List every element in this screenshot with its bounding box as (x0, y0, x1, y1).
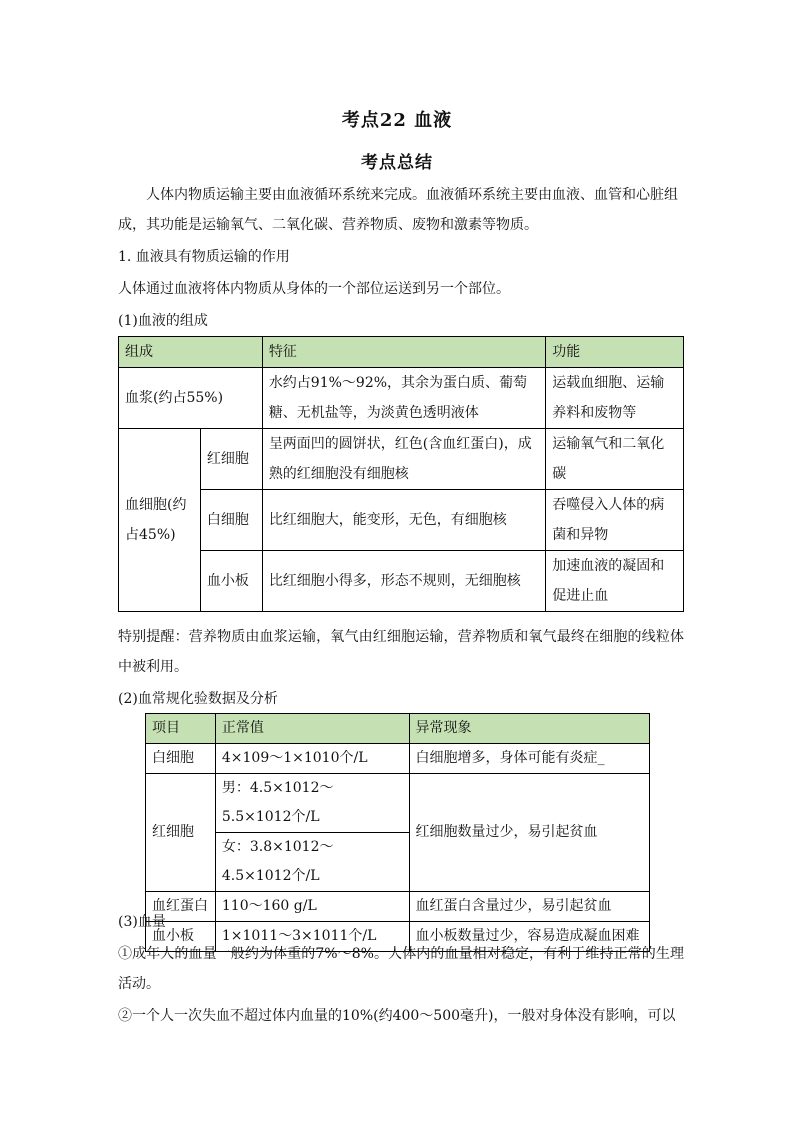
table-row (119, 490, 684, 551)
cell-name: 白细胞 (200, 490, 262, 551)
table-row (146, 774, 650, 833)
section1-heading: 1. 血液具有物质运输的作用 (118, 249, 290, 265)
table-header-row (146, 714, 650, 744)
normal-value: 4×109～1×1010个/L (215, 744, 409, 774)
section-heading: 考点总结 (361, 153, 433, 173)
blood-composition-table (118, 336, 684, 612)
abnormal-note: 白细胞增多，身体可能有炎症_ (409, 744, 649, 774)
table-row (119, 429, 684, 490)
abnormal-note: 血红蛋白含量过少，易引起贫血 (409, 892, 649, 922)
item-name: 血小板 (146, 922, 216, 952)
table-row (146, 744, 650, 774)
header-cell: 功能 (546, 337, 684, 368)
intro-paragraph: 人体内物质运输主要由血液循环系统来完成。血液循环系统主要由血液、血管和心脏组成，其功能是运输氧气、二氧化碳、营养物质、废物和激素等物质。 (118, 187, 678, 233)
blood-volume-1: ①成年人的血量一般约为体重的7%～8%。人体内的血量相对稳定，有利于维持正常的生理活动。 (118, 946, 684, 992)
header-cell: 组成 (119, 337, 263, 368)
normal-value: 1×1011～3×1011个/L (215, 922, 409, 952)
section1-text: 人体通过血液将体内物质从身体的一个部位运送到另一个部位。 (118, 281, 510, 297)
cell-name: 红细胞 (200, 429, 262, 490)
cell-function: 加速血液的凝固和促进止血 (546, 551, 684, 612)
cell-feature: 比红细胞小得多，形态不规则，无细胞核 (262, 551, 545, 612)
sub3-heading: (3)血量 (118, 914, 166, 930)
table-row (119, 551, 684, 612)
item-name: 白细胞 (146, 744, 216, 774)
normal-value: 女：3.8×1012～4.5×1012个/L (215, 833, 409, 892)
sub2-heading: (2)血常规化验数据及分析 (118, 691, 278, 707)
cells-label: 血细胞(约占45%) (119, 429, 201, 612)
page-title: 考点22 血液 (341, 110, 453, 131)
cell-feature: 比红细胞大，能变形，无色，有细胞核 (262, 490, 545, 551)
cell-function: 运输氧气和二氧化碳 (546, 429, 684, 490)
plasma-feature: 水约占91%～92%，其余为蛋白质、葡萄糖、无机盐等，为淡黄色透明液体 (262, 368, 545, 429)
abnormal-note: 红细胞数量过少，易引起贫血 (409, 774, 649, 892)
normal-value: 男：4.5×1012～5.5×1012个/L (215, 774, 409, 833)
normal-value: 110～160 g/L (215, 892, 409, 922)
plasma-name: 血浆(约占55%) (119, 368, 263, 429)
header-cell: 特征 (262, 337, 545, 368)
tip-paragraph: 特别提醒：营养物质由血浆运输，氧气由红细胞运输，营养物质和氧气最终在细胞的线粒体中被利用。 (118, 629, 684, 675)
blood-volume-2: ②一个人一次失血不超过体内血量的10%(约400～500毫升)，一般对身体没有影响，可以 (118, 1008, 676, 1024)
table-row (119, 368, 684, 429)
cell-name: 血小板 (200, 551, 262, 612)
cell-feature: 呈两面凹的圆饼状，红色(含血红蛋白)，成熟的红细胞没有细胞核 (262, 429, 545, 490)
table-header-row (119, 337, 684, 368)
header-cell: 正常值 (215, 714, 409, 744)
header-cell: 异常现象 (409, 714, 649, 744)
cell-function: 吞噬侵入人体的病菌和异物 (546, 490, 684, 551)
item-name: 红细胞 (146, 774, 216, 892)
plasma-function: 运载血细胞、运输养料和废物等 (546, 368, 684, 429)
item-name: 血红蛋白 (146, 892, 216, 922)
sub1-heading: (1)血液的组成 (118, 313, 208, 329)
abnormal-note: 血小板数量过少，容易造成凝血困难 (409, 922, 649, 952)
header-cell: 项目 (146, 714, 216, 744)
